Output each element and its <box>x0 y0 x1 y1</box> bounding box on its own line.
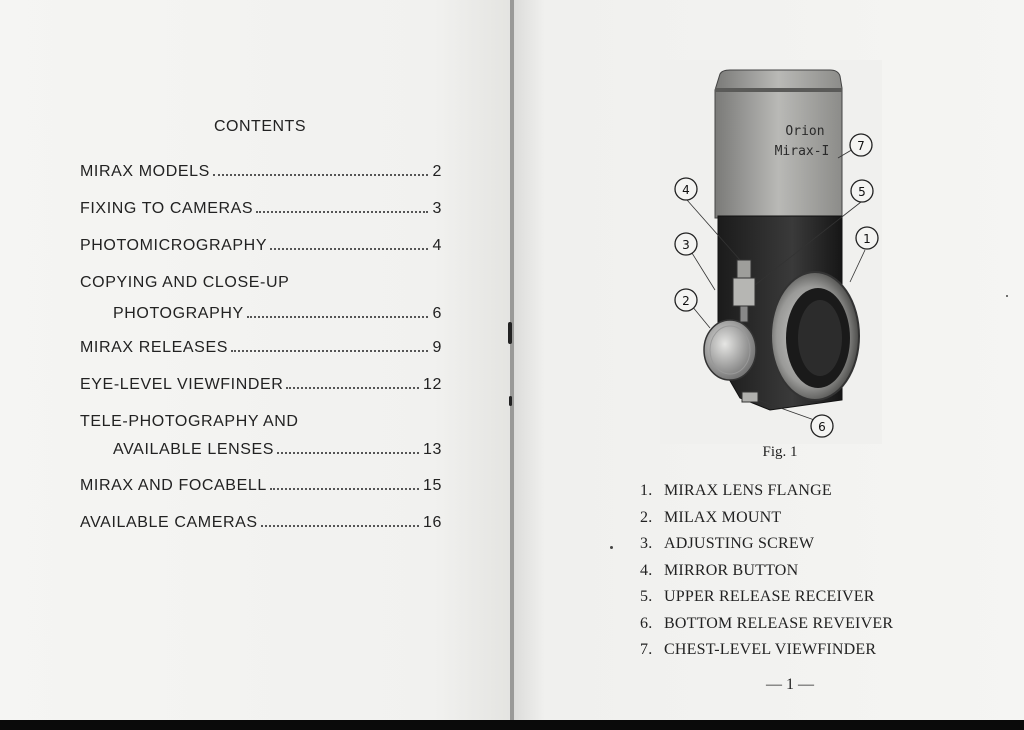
legend-text: UPPER RELEASE RECEIVER <box>664 588 875 605</box>
toc-entry-label: AVAILABLE CAMERAS <box>80 514 258 531</box>
toc-entry-label: PHOTOMICROGRAPHY <box>80 237 268 254</box>
legend-number: 6. <box>640 614 653 632</box>
toc-entry-label: COPYING AND CLOSE-UP <box>80 274 290 291</box>
mirax-device-illustration <box>660 60 882 444</box>
callout-1 <box>856 227 878 249</box>
toc-leader-dots <box>261 525 419 527</box>
toc-leader-dots <box>256 211 428 213</box>
device-brand-text: Orion <box>785 124 825 139</box>
toc-leader-dots <box>270 488 419 490</box>
legend-text: MIRROR BUTTON <box>664 561 799 579</box>
legend-item <box>640 478 940 505</box>
mirax-device-photo <box>660 60 882 444</box>
toc-leader-dots <box>270 248 428 250</box>
svg-text:5: 5 <box>858 185 866 199</box>
legend-text: CHEST-LEVEL VIEWFINDER <box>664 641 877 658</box>
toc-page-number: 6 <box>432 305 442 322</box>
device-model-text: Mirax-I <box>774 144 830 159</box>
toc-page-number: 3 <box>432 200 442 217</box>
toc-entry-label: MIRAX AND FOCABELL <box>80 477 267 494</box>
legend-text: BOTTOM RELEASE REVEIVER <box>664 614 894 632</box>
legend-item <box>640 611 940 638</box>
toc-page-number: 13 <box>423 441 442 458</box>
toc-page-number: 2 <box>432 163 442 180</box>
toc-page-number: 9 <box>432 339 442 356</box>
toc-page-number: 16 <box>423 514 442 531</box>
legend-text: MILAX MOUNT <box>664 508 782 526</box>
binding-mark <box>508 322 512 344</box>
toc-entry-mirax-releases <box>80 334 442 362</box>
toc-leader-dots <box>247 316 428 318</box>
print-speck <box>1006 295 1008 297</box>
callout-7 <box>850 134 872 156</box>
toc-entry-label: MIRAX MODELS <box>80 163 210 180</box>
legend-item <box>640 637 940 664</box>
page-number: — 1 — <box>766 676 814 693</box>
toc-leader-dots <box>231 350 428 352</box>
callout-5 <box>851 180 873 202</box>
toc-leader-dots <box>286 387 419 389</box>
legend-item <box>640 531 940 558</box>
toc-entry-label: MIRAX RELEASES <box>80 339 229 356</box>
contents-title: CONTENTS <box>214 118 306 135</box>
legend-item <box>640 584 940 611</box>
toc-entry-mirax-models <box>80 158 442 186</box>
scan-bottom-edge <box>0 720 1024 730</box>
contents-page <box>0 0 511 722</box>
toc-entry-label: EYE-LEVEL VIEWFINDER <box>80 376 284 393</box>
callout-3 <box>675 233 697 255</box>
legend-number: 3. <box>640 535 653 552</box>
toc-leader-dots <box>277 452 419 454</box>
legend-number: 5. <box>640 588 653 605</box>
binding-mark <box>509 396 512 406</box>
print-speck <box>610 546 613 549</box>
callout-2 <box>675 289 697 311</box>
toc-entry-label-continued: AVAILABLE LENSES <box>113 441 275 458</box>
toc-entry-label: FIXING TO CAMERAS <box>80 200 254 217</box>
legend-number: 2. <box>640 508 653 526</box>
svg-text:1: 1 <box>863 232 871 246</box>
toc-page-number: 15 <box>423 477 442 494</box>
callout-4 <box>675 178 697 200</box>
toc-page-number: 4 <box>432 237 442 254</box>
toc-entry-copying-close-up <box>80 269 442 328</box>
toc-entry-label: TELE-PHOTOGRAPHY AND <box>80 413 299 430</box>
toc-entry-tele-photography <box>80 408 442 464</box>
toc-entry-photomicrography <box>80 232 442 260</box>
legend-item <box>640 558 940 585</box>
toc-entry-eye-level-viewfinder <box>80 371 442 399</box>
legend-text: MIRAX LENS FLANGE <box>664 482 832 499</box>
figure-legend <box>640 478 940 664</box>
toc-page-number: 12 <box>423 376 442 393</box>
svg-text:4: 4 <box>682 183 690 197</box>
svg-text:7: 7 <box>857 139 865 153</box>
legend-number: 1. <box>640 482 653 499</box>
legend-item <box>640 505 940 532</box>
toc-entry-mirax-and-focabell <box>80 472 442 500</box>
svg-text:3: 3 <box>682 238 690 252</box>
toc-leader-dots <box>213 174 428 176</box>
svg-text:6: 6 <box>818 420 826 434</box>
callout-6 <box>811 415 833 437</box>
toc-entry-label-continued: PHOTOGRAPHY <box>113 305 244 322</box>
legend-number: 4. <box>640 561 653 579</box>
toc-entry-available-cameras <box>80 509 442 537</box>
legend-text: ADJUSTING SCREW <box>664 535 815 552</box>
toc-entry-fixing-to-cameras <box>80 195 442 223</box>
figure-caption: Fig. 1 <box>762 444 798 460</box>
legend-number: 7. <box>640 641 653 658</box>
svg-text:2: 2 <box>682 294 690 308</box>
